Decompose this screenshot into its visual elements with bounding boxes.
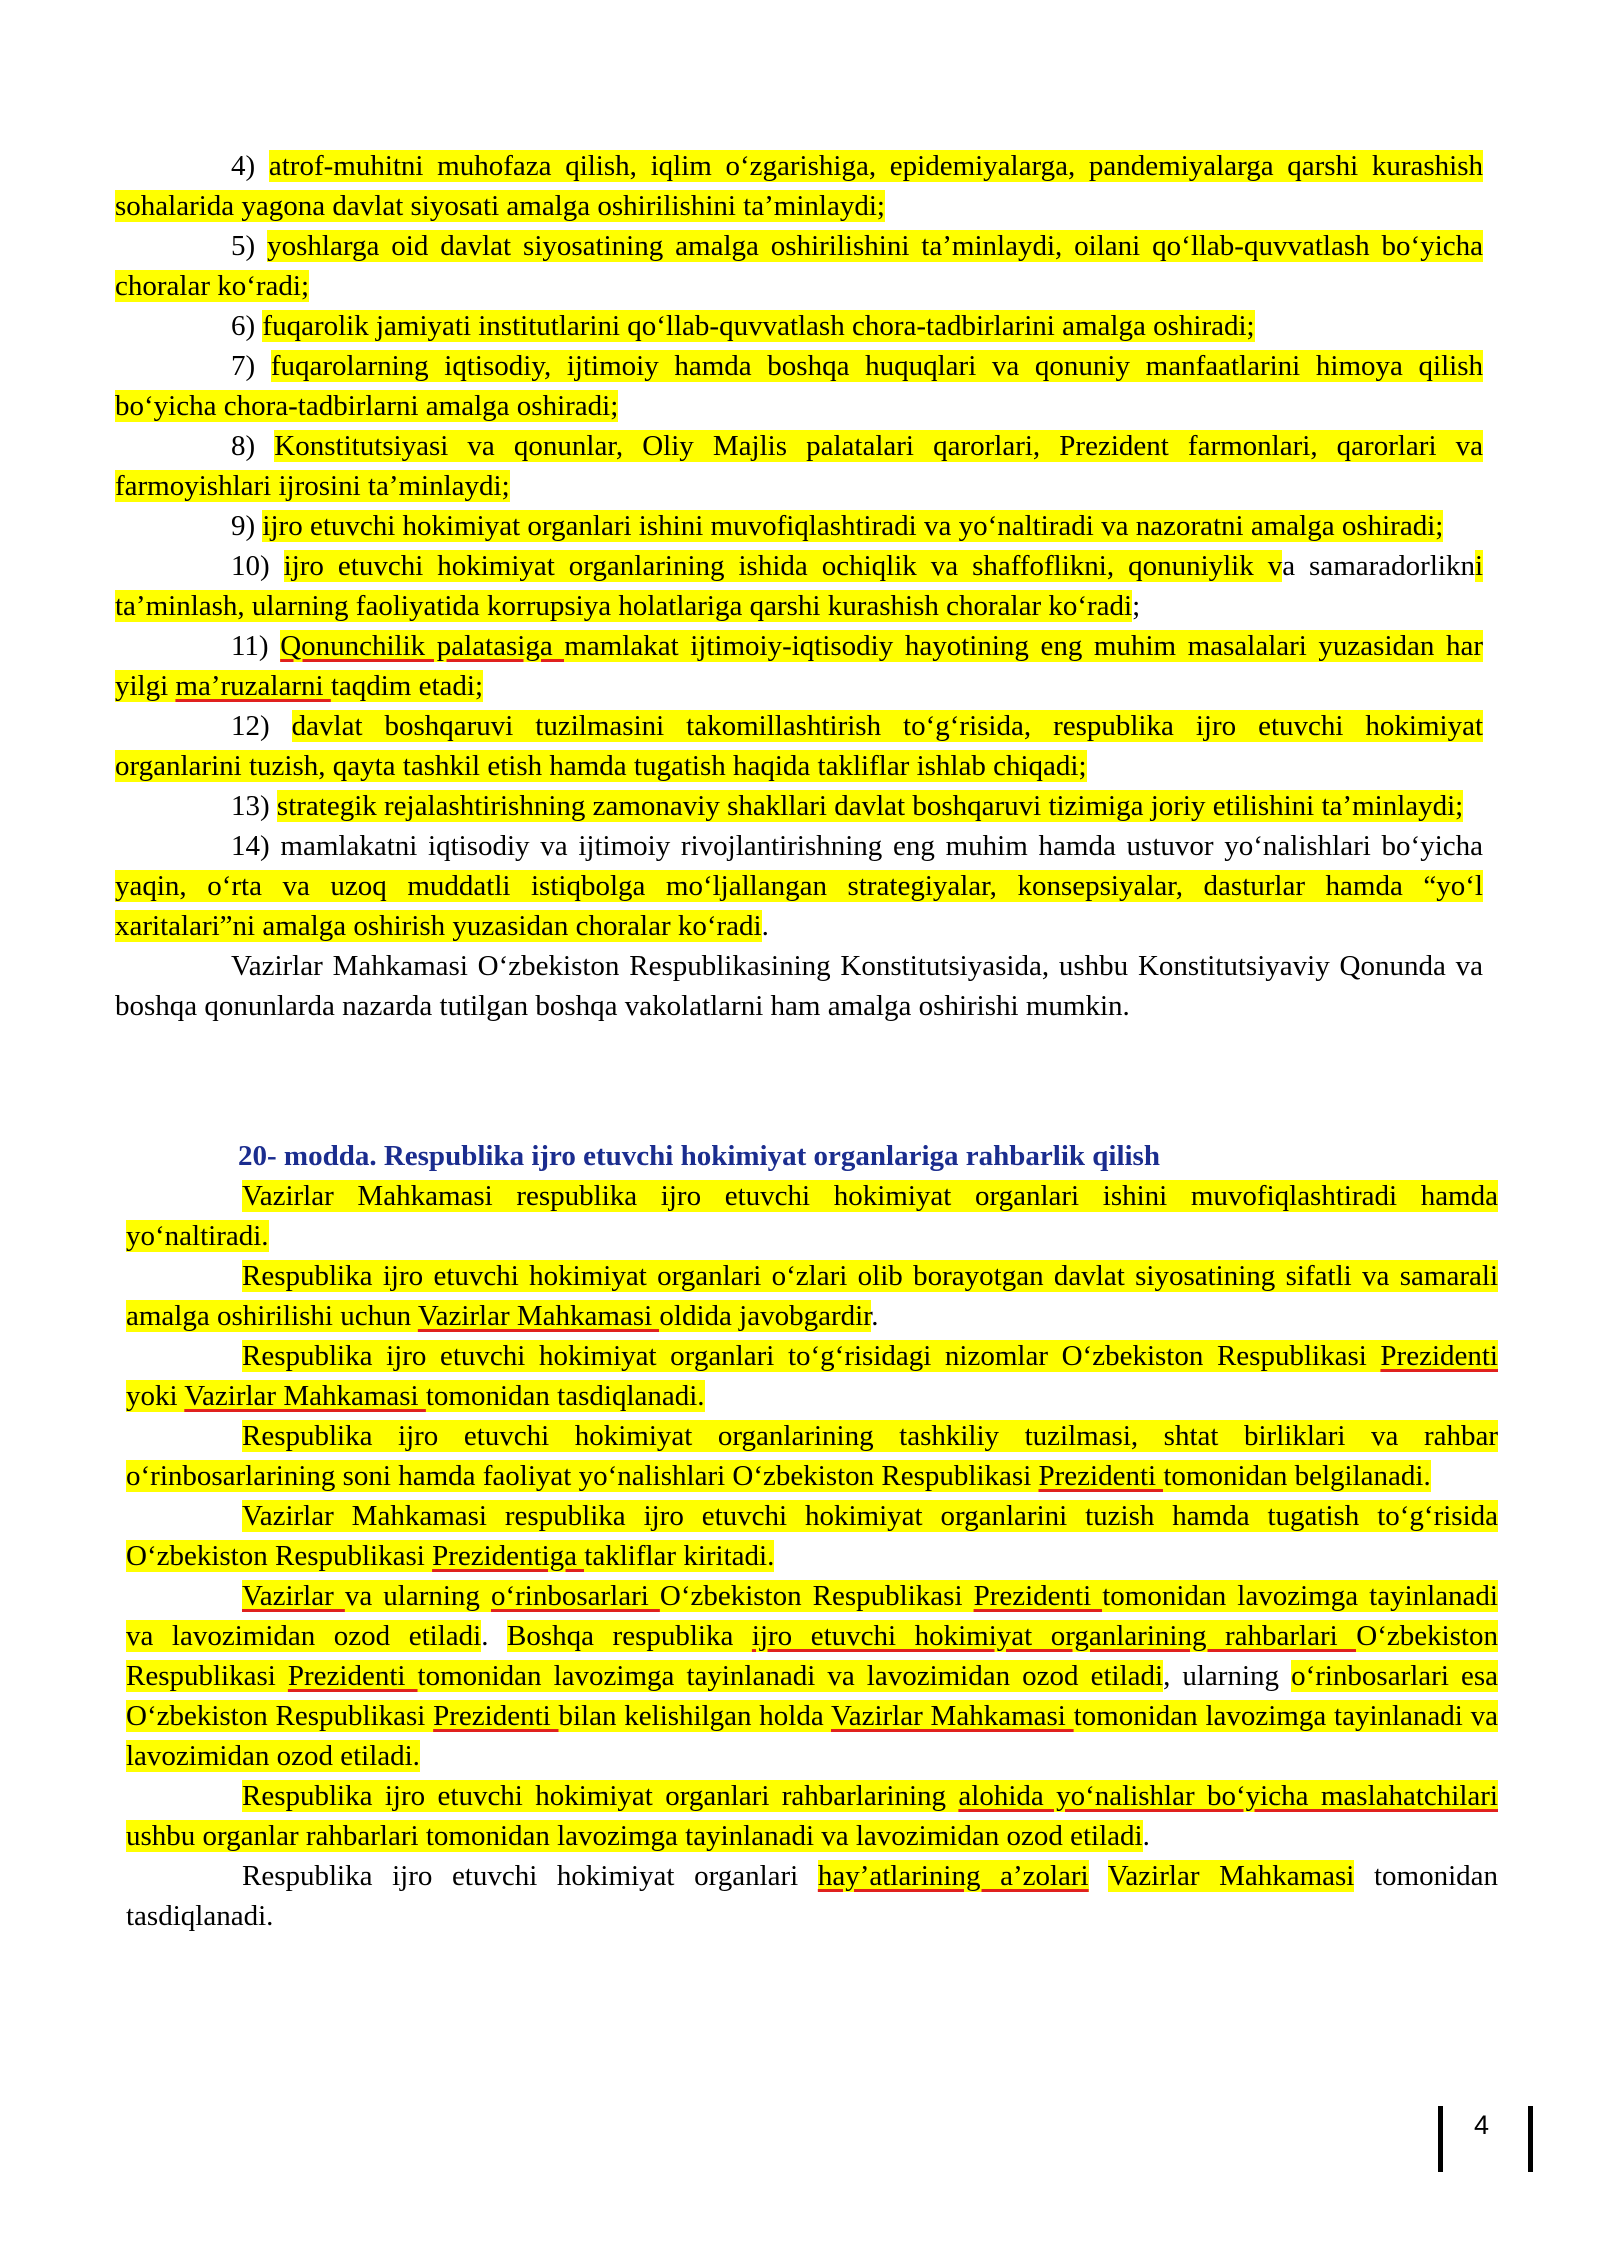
article-19-list	[115, 146, 1483, 1026]
paragraph: Respublika ijro etuvchi hokimiyat organlari to‘g‘risidagi nizomlar O‘zbekiston Respublikasi Prezidenti yoki Vazirlar Mahkamasi tomonidan tasdiqlanadi.	[126, 1340, 1498, 1412]
list-item: 7) fuqarolarning iqtisodiy, ijtimoiy hamda boshqa huquqlari va qonuniy manfaatlarini himoya qilish bo‘yicha chora-tadbirlarni amalga oshiradi;	[115, 350, 1483, 422]
list-item: 8) Konstitutsiyasi va qonunlar, Oliy Majlis palatalari qarorlari, Prezident farmonlari, qarorlari va farmoyishlari ijrosini ta’minlaydi;	[115, 430, 1483, 502]
paragraph: Respublika ijro etuvchi hokimiyat organlari o‘zlari olib borayotgan davlat siyosatining sifatli va samarali amalga oshirilishi uchun Vazirlar Mahkamasi oldida javobgardir.	[126, 1260, 1498, 1332]
list-item: 13) strategik rejalashtirishning zamonaviy shakllari davlat boshqaruvi tizimiga joriy etilishini ta’minlaydi;	[231, 790, 1464, 822]
page-number-left-rule	[1438, 2106, 1443, 2172]
closing-paragraph: Vazirlar Mahkamasi O‘zbekiston Respublikasining Konstitutsiyasida, ushbu Konstitutsiyaviy Qonunda va boshqa qonunlarda nazarda tutilgan boshqa vakolatlarni ham amalga oshirishi mumkin.	[115, 950, 1483, 1022]
paragraph: Respublika ijro etuvchi hokimiyat organlarining tashkiliy tuzilmasi, shtat birliklari va rahbar o‘rinbosarlarining soni hamda faoliyat yo‘nalishlari O‘zbekiston Respublikasi Prezidenti tomonidan belgilanadi.	[126, 1420, 1498, 1492]
paragraph: Respublika ijro etuvchi hokimiyat organlari rahbarlarining alohida yo‘nalishlar bo‘yicha maslahatchilari ushbu organlar rahbarlari tomonidan lavozimga tayinlanadi va lavozimidan ozod etiladi.	[126, 1780, 1498, 1852]
list-item: 10) ijro etuvchi hokimiyat organlarining ishida ochiqlik va shaffoflikni, qonuniylik va samaradorlikni ta’minlash, ularning faoliyatida korrupsiya holatlariga qarshi kurashish choralar ko‘radi;	[115, 550, 1484, 622]
paragraph: Vazirlar Mahkamasi respublika ijro etuvchi hokimiyat organlari ishini muvofiqlashtiradi hamda yo‘naltiradi.	[126, 1180, 1498, 1252]
article-20-heading: 20- modda. Respublika ijro etuvchi hokimiyat organlariga rahbarlik qilish	[238, 1140, 1160, 1172]
list-item: 5) yoshlarga oid davlat siyosatining amalga oshirilishini ta’minlaydi, oilani qo‘llab-quvvatlash bo‘yicha choralar ko‘radi;	[115, 230, 1483, 302]
paragraph: Vazirlar Mahkamasi respublika ijro etuvchi hokimiyat organlarini tuzish hamda tugatish to‘g‘risida O‘zbekiston Respublikasi Prezidentiga takliflar kiritadi.	[126, 1500, 1498, 1572]
list-item: 9) ijro etuvchi hokimiyat organlari ishini muvofiqlashtiradi va yo‘naltiradi va nazoratni amalga oshiradi;	[231, 510, 1444, 542]
list-item: 6) fuqarolik jamiyati institutlarini qo‘llab-quvvatlash chora-tadbirlarini amalga oshiradi;	[231, 310, 1255, 342]
paragraph: Vazirlar va ularning o‘rinbosarlari O‘zbekiston Respublikasi Prezidenti tomonidan lavozimga tayinlanadi va lavozimidan ozod etiladi. Boshqa respublika ijro etuvchi hokimiyat organlarining rahbarlari O‘zbekiston Respublikasi Prezidenti tomonidan lavozimga tayinlanadi va lavozimidan ozod etiladi, ularning o‘rinbosarlari esa O‘zbekiston Respublikasi Prezidenti bilan kelishilgan holda Vazirlar Mahkamasi tomonidan lavozimga tayinlanadi va lavozimidan ozod etiladi.	[126, 1580, 1499, 1772]
article-20-body	[126, 1176, 1498, 1936]
paragraph: Respublika ijro etuvchi hokimiyat organlari hay’atlarining a’zolari Vazirlar Mahkamasi tomonidan tasdiqlanadi.	[126, 1860, 1499, 1932]
list-item: 14) mamlakatni iqtisodiy va ijtimoiy rivojlantirishning eng muhim hamda ustuvor yo‘nalishlari bo‘yicha yaqin, o‘rta va uzoq muddatli istiqbolga mo‘ljallangan strategiyalar, konsepsiyalar, dasturlar hamda “yo‘l xaritalari”ni amalga oshirish yuzasidan choralar ko‘radi.	[115, 830, 1484, 942]
page-number-right-rule	[1528, 2106, 1533, 2172]
page-number: 4	[1474, 2110, 1490, 2140]
list-item: 4) atrof-muhitni muhofaza qilish, iqlim o‘zgarishiga, epidemiyalarga, pandemiyalarga qarshi kurashish sohalarida yagona davlat siyosati amalga oshirilishini ta’minlaydi;	[115, 150, 1483, 222]
list-item: 12) davlat boshqaruvi tuzilmasini takomillashtirish to‘g‘risida, respublika ijro etuvchi hokimiyat organlarini tuzish, qayta tashkil etish hamda tugatish haqida takliflar ishlab chiqadi;	[115, 710, 1483, 782]
list-item: 11) Qonunchilik palatasiga mamlakat ijtimoiy-iqtisodiy hayotining eng muhim masalalari yuzasidan har yilgi ma’ruzalarni taqdim etadi;	[115, 630, 1483, 702]
